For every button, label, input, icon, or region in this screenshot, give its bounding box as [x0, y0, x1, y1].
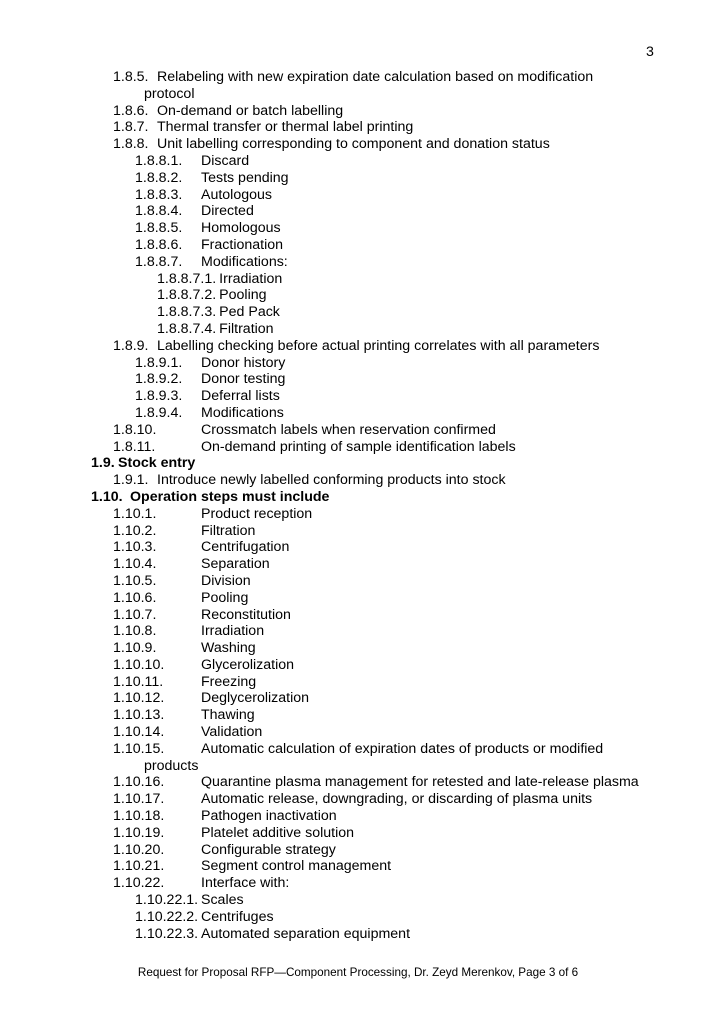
outline-item-text: Irradiation [201, 623, 265, 640]
outline-item-number: 1.8.9.3. [135, 388, 183, 405]
outline-item [0, 304, 724, 321]
outline-item-number: 1.10.7. [113, 606, 157, 623]
outline-item [0, 657, 724, 674]
outline-item-number: 1.8.9.1. [135, 354, 183, 371]
outline-item [0, 338, 724, 355]
outline-item [0, 523, 724, 540]
outline-item [0, 237, 724, 254]
outline-item [0, 439, 724, 456]
outline-item-number: 1.8.9. [113, 337, 149, 354]
outline-item-number: 1.10.9. [113, 640, 157, 657]
outline-list [0, 69, 724, 942]
outline-item-text: Unit labelling corresponding to component and donation status [157, 136, 550, 153]
outline-item [0, 926, 724, 943]
outline-item [0, 187, 724, 204]
outline-item-number: 1.9. [91, 455, 115, 472]
outline-item [0, 321, 724, 338]
outline-item-text: Ped Pack [219, 304, 280, 321]
outline-item [0, 892, 724, 909]
outline-item-number: 1.10.18. [113, 808, 165, 825]
outline-item [0, 590, 724, 607]
outline-item-text: Product reception [201, 505, 313, 522]
outline-item-number: 1.8.8.7.3. [157, 304, 217, 321]
outline-item [0, 825, 724, 842]
outline-item-number: 1.8.8.1. [135, 152, 183, 169]
outline-item-text: products [144, 757, 199, 774]
outline-item-number: 1.8.8. [113, 136, 149, 153]
outline-item-number: 1.10.22.2. [135, 908, 199, 925]
outline-item-text: Validation [201, 724, 263, 741]
outline-item-number: 1.8.5. [113, 69, 149, 85]
outline-item-number: 1.10.2. [113, 522, 157, 539]
outline-item [0, 875, 724, 892]
outline-item [0, 388, 724, 405]
outline-item-text: Freezing [201, 673, 257, 690]
outline-item-number: 1.10.16. [113, 774, 165, 791]
outline-item [0, 119, 724, 136]
outline-item-text: Crossmatch labels when reservation confirmed [201, 421, 496, 438]
outline-item-text: Pooling [201, 589, 249, 606]
outline-item-number: 1.10.21. [113, 858, 165, 875]
outline-item-text: Discard [201, 152, 250, 169]
outline-item [0, 674, 724, 691]
outline-item-text: Division [201, 572, 251, 589]
outline-item [0, 170, 724, 187]
outline-item-text: Automatic calculation of expiration dates of products or modified [201, 740, 604, 757]
outline-item-number: 1.8.11. [113, 438, 156, 455]
outline-item [0, 271, 724, 288]
outline-item-text: Deglycerolization [201, 690, 310, 707]
outline-item [0, 405, 724, 422]
outline-item-text: Thermal transfer or thermal label printing [157, 119, 414, 136]
outline-item-text: protocol [144, 85, 195, 102]
outline-item-number: 1.8.8.7.1. [157, 270, 217, 287]
outline-item-text: Scales [201, 892, 244, 909]
outline-item-text: Automated separation equipment [201, 925, 411, 942]
outline-item-text: Glycerolization [201, 656, 295, 673]
outline-item [0, 758, 724, 775]
outline-item-number: 1.10.20. [113, 841, 165, 858]
outline-item [0, 287, 724, 304]
outline-item-number: 1.10.12. [113, 690, 165, 707]
outline-item [0, 842, 724, 859]
outline-item [0, 153, 724, 170]
outline-item-text: Reconstitution [201, 606, 291, 623]
outline-item-text: Modifications [201, 404, 284, 421]
outline-item-text: Pathogen inactivation [201, 808, 337, 825]
outline-item [0, 489, 724, 506]
outline-item-number: 1.10.1. [113, 505, 157, 522]
outline-item-number: 1.8.10. [113, 421, 157, 438]
outline-item-text: Stock entry [118, 455, 196, 472]
outline-item-text: Homologous [201, 220, 281, 237]
page-number: 3 [646, 44, 654, 60]
outline-item-number: 1.10.3. [113, 539, 157, 556]
outline-item [0, 808, 724, 825]
outline-item [0, 623, 724, 640]
outline-item [0, 203, 724, 220]
outline-item-number: 1.8.8.2. [135, 169, 183, 186]
outline-item [0, 506, 724, 523]
page-footer [0, 966, 724, 979]
outline-item [0, 254, 724, 271]
outline-item-text: Modifications: [201, 253, 288, 270]
outline-item-text: Separation [201, 556, 270, 573]
outline-item [0, 86, 724, 103]
outline-item-text: Configurable strategy [201, 841, 336, 858]
outline-item-number: 1.10.13. [113, 707, 165, 724]
outline-item-number: 1.8.9.2. [135, 371, 183, 388]
outline-item [0, 909, 724, 926]
outline-item [0, 539, 724, 556]
outline-item-number: 1.10.19. [113, 824, 165, 841]
outline-item-number: 1.10.5. [113, 572, 157, 589]
outline-item-text: Thawing [201, 707, 255, 724]
outline-item [0, 422, 724, 439]
outline-item-text: Directed [201, 203, 254, 220]
outline-item-text: Quarantine plasma management for retested and late-release plasma [201, 774, 639, 791]
outline-item-text: Centrifugation [201, 539, 290, 556]
outline-item-number: 1.10.22.3. [135, 925, 199, 942]
outline-item-number: 1.10.15. [113, 740, 165, 757]
outline-item [0, 707, 724, 724]
outline-item-number: 1.9.1. [113, 472, 149, 489]
outline-item-text: Donor history [201, 354, 286, 371]
outline-item [0, 355, 724, 372]
outline-item-number: 1.10.6. [113, 589, 157, 606]
outline-item-number: 1.10.14. [113, 724, 165, 741]
outline-item [0, 472, 724, 489]
outline-item [0, 220, 724, 237]
outline-item-number: 1.10.22. [113, 875, 165, 892]
outline-item-number: 1.8.7. [113, 119, 149, 136]
outline-item-number: 1.8.8.4. [135, 203, 183, 220]
outline-item-number: 1.8.8.6. [135, 236, 183, 253]
outline-item [0, 556, 724, 573]
outline-item-number: 1.10.10. [113, 656, 165, 673]
outline-item [0, 455, 724, 472]
outline-item-text: Relabeling with new expiration date calculation based on modification [157, 69, 594, 85]
outline-item-number: 1.10.8. [113, 623, 157, 640]
outline-item-text: Pooling [219, 287, 267, 304]
outline-item-number: 1.8.8.7. [135, 253, 183, 270]
outline-item-number: 1.8.9.4. [135, 404, 183, 421]
outline-item [0, 640, 724, 657]
outline-item [0, 724, 724, 741]
outline-item-text: On-demand or batch labelling [157, 102, 344, 119]
outline-item [0, 371, 724, 388]
outline-item [0, 774, 724, 791]
outline-item-text: Deferral lists [201, 388, 280, 405]
outline-item-number: 1.10.22.1. [135, 892, 199, 909]
outline-item [0, 607, 724, 624]
outline-item [0, 858, 724, 875]
outline-item [0, 103, 724, 120]
outline-item-text: Labelling checking before actual printing correlates with all parameters [157, 337, 600, 354]
outline-item-text: Filtration [201, 522, 256, 539]
outline-item-number: 1.8.8.7.4. [157, 320, 217, 337]
outline-item-number: 1.10.17. [113, 791, 165, 808]
outline-item-number: 1.8.8.7.2. [157, 287, 217, 304]
outline-item-text: Introduce newly labelled conforming products into stock [157, 472, 506, 489]
outline-item-text: Platelet additive solution [201, 824, 355, 841]
outline-item [0, 69, 724, 86]
outline-item-text: Centrifuges [201, 908, 274, 925]
outline-item-text: Donor testing [201, 371, 286, 388]
outline-item-number: 1.10.4. [113, 556, 157, 573]
outline-item-text: Autologous [201, 186, 272, 203]
outline-item-text: Automatic release, downgrading, or discarding of plasma units [201, 791, 593, 808]
outline-item-number: 1.8.8.5. [135, 220, 183, 237]
outline-item [0, 573, 724, 590]
outline-item-number: 1.10. [91, 488, 123, 505]
outline-item-text: Segment control management [201, 858, 392, 875]
outline-item-text: Filtration [219, 320, 274, 337]
outline-item-text: Fractionation [201, 236, 284, 253]
outline-item-text: Washing [201, 640, 256, 657]
outline-item [0, 791, 724, 808]
outline-item-number: 1.8.6. [113, 102, 149, 119]
outline-item [0, 136, 724, 153]
outline-item-number: 1.8.8.3. [135, 186, 183, 203]
outline-item-text: Interface with: [201, 875, 290, 892]
outline-item [0, 690, 724, 707]
outline-item-text: Irradiation [219, 270, 283, 287]
footer-text: Request for Proposal RFP—Component Processing, Dr. Zeyd Merenkov, Page 3 of 6 [137, 966, 579, 979]
outline-item-text: On-demand printing of sample identification labels [201, 438, 516, 455]
outline-item-text: Tests pending [201, 169, 289, 186]
outline-item [0, 741, 724, 758]
outline-item-text: Operation steps must include [130, 488, 330, 505]
outline-item-number: 1.10.11. [113, 673, 164, 690]
